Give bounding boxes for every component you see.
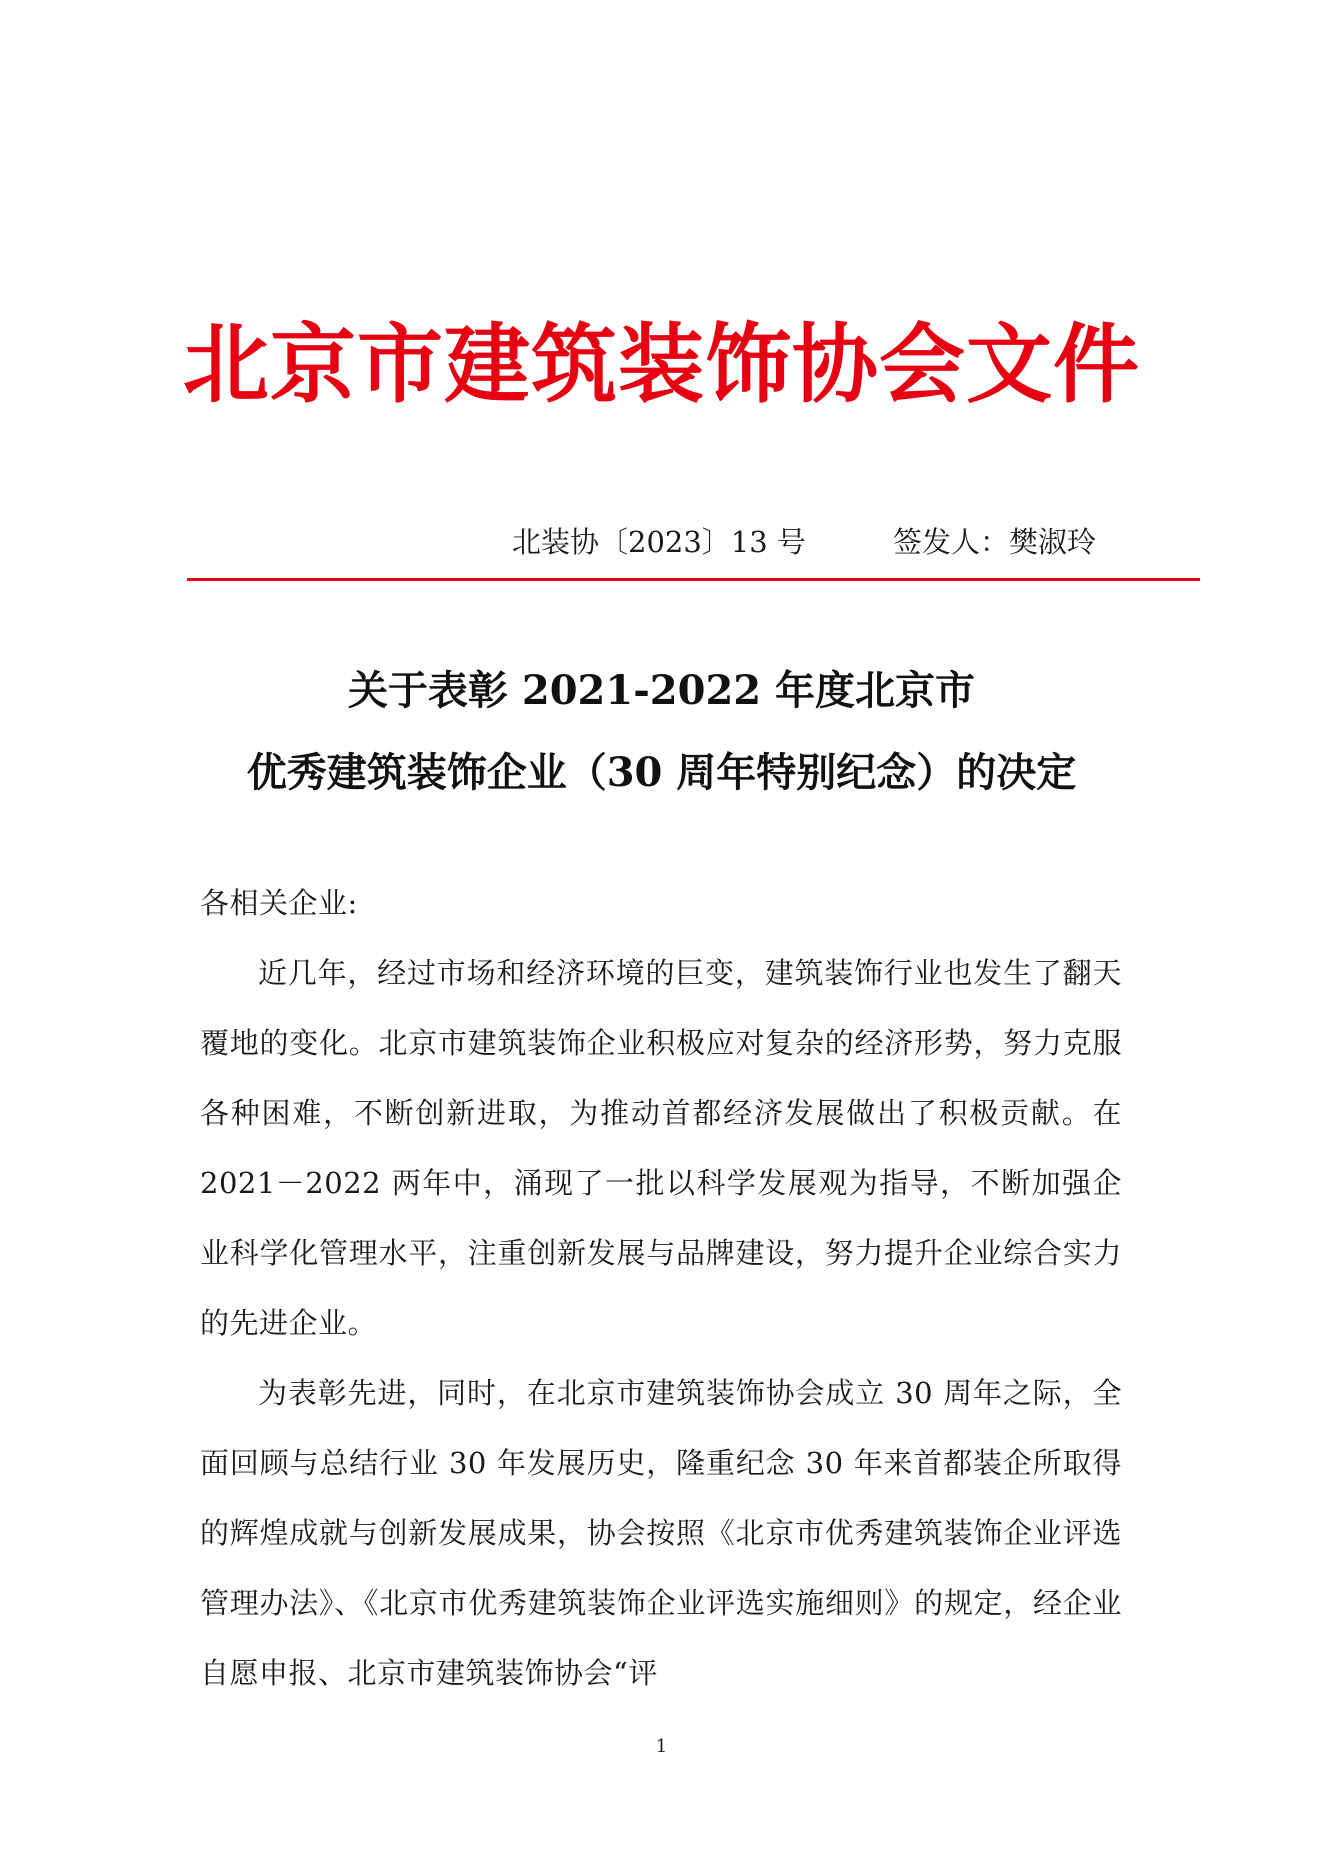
body-paragraph-2: 为表彰先进，同时，在北京市建筑装饰协会成立 30 周年之际，全面回顾与总结行业 30 年发展历史，隆重纪念 30 年来首都装企所取得的辉煌成就与创新发展成果，协会按照《北京市优秀建筑装饰企业评选管理办法》、《北京市优秀建筑装饰企业评选实施细则》的规定，经企业自愿申报、北京市建筑装饰协会“评 xyxy=(200,1376,1122,1690)
document-meta-line xyxy=(0,522,1323,562)
document-number: 北装协〔2023〕13 号 xyxy=(512,525,806,559)
body-paragraph-1: 近几年，经过市场和经济环境的巨变，建筑装饰行业也发生了翻天覆地的变化。北京市建筑装饰企业积极应对复杂的经济形势，努力克服各种困难，不断创新进取，为推动首都经济发展做出了积极贡献。在 2021－2022 两年中，涌现了一批以科学发展观为指导，不断加强企业科学化管理水平，注重创新发展与品牌建设，努力提升企业综合实力的先进企业。 xyxy=(200,956,1122,1340)
salutation: 各相关企业: xyxy=(200,886,358,920)
document-header-title: 北京市建筑装饰协会文件 xyxy=(183,314,1140,415)
header-divider xyxy=(187,578,1200,581)
document-signer: 签发人：樊淑玲 xyxy=(893,525,1097,559)
document-title-line-1: 关于表彰 2021-2022 年度北京市 xyxy=(347,667,976,714)
document-title-line-2: 优秀建筑装饰企业（30 周年特别纪念）的决定 xyxy=(246,749,1077,796)
document-title xyxy=(0,650,1323,814)
document-body xyxy=(200,868,1122,1708)
page-number: 1 xyxy=(655,1736,668,1757)
